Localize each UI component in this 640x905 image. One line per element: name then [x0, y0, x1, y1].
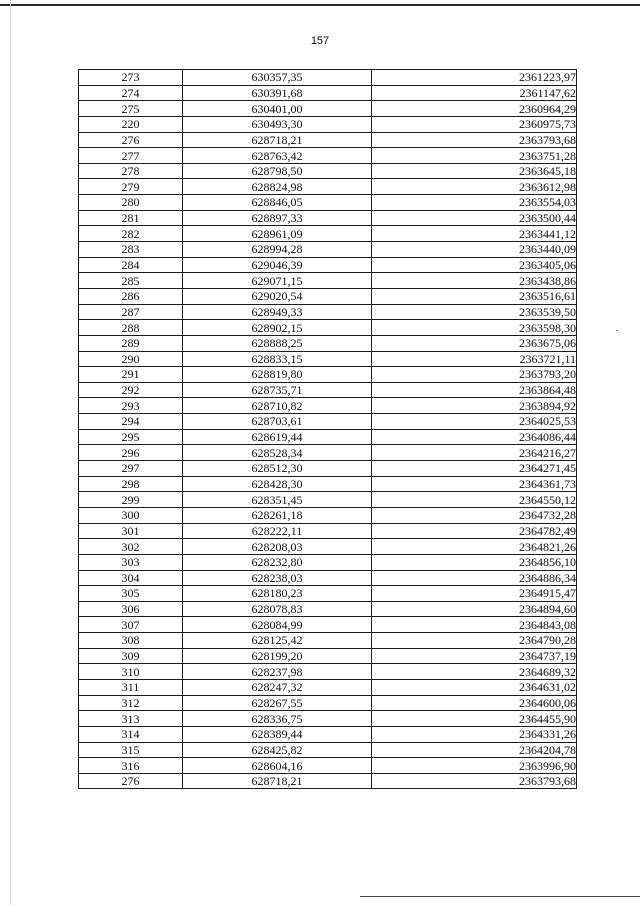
y-coordinate-cell: 2363598,30: [372, 320, 577, 336]
point-number-cell: 314: [79, 726, 183, 742]
table-row: [79, 382, 577, 398]
table-row: [79, 398, 577, 414]
x-coordinate-cell: 628180,23: [183, 586, 372, 602]
coordinates-table-body: [79, 70, 577, 789]
x-coordinate-cell: 629046,39: [183, 257, 372, 273]
x-coordinate-cell: 628824,98: [183, 179, 372, 195]
table-row: [79, 210, 577, 226]
y-coordinate-cell: 2364821,26: [372, 539, 577, 555]
point-number-cell: 283: [79, 242, 183, 258]
y-coordinate-cell: 2364790,28: [372, 633, 577, 649]
point-number-cell: 301: [79, 523, 183, 539]
y-coordinate-cell: 2364271,45: [372, 461, 577, 477]
y-coordinate-cell: 2363440,09: [372, 242, 577, 258]
x-coordinate-cell: 628619,44: [183, 429, 372, 445]
table-row: [79, 132, 577, 148]
y-coordinate-cell: 2364600,06: [372, 695, 577, 711]
y-coordinate-cell: 2364455,90: [372, 711, 577, 727]
x-coordinate-cell: 628763,42: [183, 148, 372, 164]
y-coordinate-cell: 2364331,26: [372, 726, 577, 742]
y-coordinate-cell: 2361147,62: [372, 85, 577, 101]
y-coordinate-cell: 2364915,47: [372, 586, 577, 602]
x-coordinate-cell: 628897,33: [183, 210, 372, 226]
x-coordinate-cell: 628718,21: [183, 773, 372, 789]
y-coordinate-cell: 2363894,92: [372, 398, 577, 414]
y-coordinate-cell: 2364732,28: [372, 507, 577, 523]
table-row: [79, 242, 577, 258]
point-number-cell: 304: [79, 570, 183, 586]
point-number-cell: 306: [79, 601, 183, 617]
x-coordinate-cell: 628425,82: [183, 742, 372, 758]
table-row: [79, 679, 577, 695]
y-coordinate-cell: 2364086,44: [372, 429, 577, 445]
table-row: [79, 758, 577, 774]
point-number-cell: 279: [79, 179, 183, 195]
table-row: [79, 70, 577, 86]
x-coordinate-cell: 628961,09: [183, 226, 372, 242]
point-number-cell: 305: [79, 586, 183, 602]
x-coordinate-cell: 628351,45: [183, 492, 372, 508]
point-number-cell: 299: [79, 492, 183, 508]
y-coordinate-cell: 2364361,73: [372, 476, 577, 492]
table-row: [79, 507, 577, 523]
table-row: [79, 414, 577, 430]
table-row: [79, 445, 577, 461]
x-coordinate-cell: 630357,35: [183, 70, 372, 86]
table-row: [79, 664, 577, 680]
x-coordinate-cell: 628336,75: [183, 711, 372, 727]
y-coordinate-cell: 2363438,86: [372, 273, 577, 289]
point-number-cell: 274: [79, 85, 183, 101]
scan-mark: [616, 330, 618, 331]
y-coordinate-cell: 2363516,61: [372, 288, 577, 304]
y-coordinate-cell: 2363793,68: [372, 773, 577, 789]
point-number-cell: 275: [79, 101, 183, 117]
y-coordinate-cell: 2364886,34: [372, 570, 577, 586]
x-coordinate-cell: 628949,33: [183, 304, 372, 320]
x-coordinate-cell: 628199,20: [183, 648, 372, 664]
point-number-cell: 308: [79, 633, 183, 649]
table-row: [79, 633, 577, 649]
x-coordinate-cell: 628247,32: [183, 679, 372, 695]
y-coordinate-cell: 2363793,20: [372, 367, 577, 383]
point-number-cell: 315: [79, 742, 183, 758]
point-number-cell: 280: [79, 195, 183, 211]
x-coordinate-cell: 628710,82: [183, 398, 372, 414]
y-coordinate-cell: 2363864,48: [372, 382, 577, 398]
table-row: [79, 116, 577, 132]
point-number-cell: 285: [79, 273, 183, 289]
table-row: [79, 773, 577, 789]
point-number-cell: 297: [79, 461, 183, 477]
point-number-cell: 276: [79, 773, 183, 789]
y-coordinate-cell: 2363539,50: [372, 304, 577, 320]
x-coordinate-cell: 630401,00: [183, 101, 372, 117]
point-number-cell: 312: [79, 695, 183, 711]
y-coordinate-cell: 2363751,28: [372, 148, 577, 164]
point-number-cell: 281: [79, 210, 183, 226]
x-coordinate-cell: 628798,50: [183, 163, 372, 179]
y-coordinate-cell: 2360975,73: [372, 116, 577, 132]
table-row: [79, 85, 577, 101]
point-number-cell: 294: [79, 414, 183, 430]
table-row: [79, 226, 577, 242]
point-number-cell: 273: [79, 70, 183, 86]
x-coordinate-cell: 628994,28: [183, 242, 372, 258]
x-coordinate-cell: 628604,16: [183, 758, 372, 774]
page-number: 157: [310, 35, 330, 47]
y-coordinate-cell: 2364782,49: [372, 523, 577, 539]
table-row: [79, 429, 577, 445]
x-coordinate-cell: 629071,15: [183, 273, 372, 289]
point-number-cell: 278: [79, 163, 183, 179]
point-number-cell: 220: [79, 116, 183, 132]
y-coordinate-cell: 2363612,98: [372, 179, 577, 195]
y-coordinate-cell: 2363793,68: [372, 132, 577, 148]
point-number-cell: 289: [79, 335, 183, 351]
table-row: [79, 742, 577, 758]
table-row: [79, 273, 577, 289]
point-number-cell: 295: [79, 429, 183, 445]
point-number-cell: 276: [79, 132, 183, 148]
point-number-cell: 311: [79, 679, 183, 695]
point-number-cell: 316: [79, 758, 183, 774]
table-row: [79, 195, 577, 211]
table-row: [79, 523, 577, 539]
table-row: [79, 648, 577, 664]
point-number-cell: 303: [79, 554, 183, 570]
table-row: [79, 288, 577, 304]
x-coordinate-cell: 628261,18: [183, 507, 372, 523]
y-coordinate-cell: 2363500,44: [372, 210, 577, 226]
table-row: [79, 570, 577, 586]
point-number-cell: 309: [79, 648, 183, 664]
y-coordinate-cell: 2363441,12: [372, 226, 577, 242]
point-number-cell: 277: [79, 148, 183, 164]
point-number-cell: 282: [79, 226, 183, 242]
table-row: [79, 304, 577, 320]
point-number-cell: 310: [79, 664, 183, 680]
x-coordinate-cell: 628125,42: [183, 633, 372, 649]
y-coordinate-cell: 2363996,90: [372, 758, 577, 774]
x-coordinate-cell: 628208,03: [183, 539, 372, 555]
point-number-cell: 286: [79, 288, 183, 304]
y-coordinate-cell: 2360964,29: [372, 101, 577, 117]
point-number-cell: 298: [79, 476, 183, 492]
x-coordinate-cell: 629020,54: [183, 288, 372, 304]
y-coordinate-cell: 2363721,11: [372, 351, 577, 367]
point-number-cell: 302: [79, 539, 183, 555]
table-row: [79, 492, 577, 508]
point-number-cell: 293: [79, 398, 183, 414]
point-number-cell: 284: [79, 257, 183, 273]
x-coordinate-cell: 628389,44: [183, 726, 372, 742]
table-row: [79, 148, 577, 164]
table-row: [79, 461, 577, 477]
scan-border-bottom: [360, 896, 640, 897]
table-row: [79, 726, 577, 742]
table-row: [79, 257, 577, 273]
table-row: [79, 554, 577, 570]
point-number-cell: 290: [79, 351, 183, 367]
point-number-cell: 296: [79, 445, 183, 461]
x-coordinate-cell: 628267,55: [183, 695, 372, 711]
x-coordinate-cell: 628819,80: [183, 367, 372, 383]
point-number-cell: 307: [79, 617, 183, 633]
y-coordinate-cell: 2363405,06: [372, 257, 577, 273]
y-coordinate-cell: 2361223,97: [372, 70, 577, 86]
y-coordinate-cell: 2363554,03: [372, 195, 577, 211]
table-row: [79, 476, 577, 492]
table-row: [79, 351, 577, 367]
y-coordinate-cell: 2364689,32: [372, 664, 577, 680]
point-number-cell: 287: [79, 304, 183, 320]
point-number-cell: 292: [79, 382, 183, 398]
table-row: [79, 179, 577, 195]
y-coordinate-cell: 2364894,60: [372, 601, 577, 617]
y-coordinate-cell: 2364550,12: [372, 492, 577, 508]
table-row: [79, 711, 577, 727]
x-coordinate-cell: 628833,15: [183, 351, 372, 367]
x-coordinate-cell: 628735,71: [183, 382, 372, 398]
x-coordinate-cell: 628084,99: [183, 617, 372, 633]
y-coordinate-cell: 2364025,53: [372, 414, 577, 430]
table-row: [79, 617, 577, 633]
table-row: [79, 101, 577, 117]
x-coordinate-cell: 628428,30: [183, 476, 372, 492]
y-coordinate-cell: 2364843,08: [372, 617, 577, 633]
scan-border-top: [0, 4, 640, 6]
x-coordinate-cell: 628902,15: [183, 320, 372, 336]
table-row: [79, 539, 577, 555]
y-coordinate-cell: 2364216,27: [372, 445, 577, 461]
x-coordinate-cell: 628222,11: [183, 523, 372, 539]
y-coordinate-cell: 2363675,06: [372, 335, 577, 351]
y-coordinate-cell: 2364204,78: [372, 742, 577, 758]
x-coordinate-cell: 628718,21: [183, 132, 372, 148]
table-row: [79, 320, 577, 336]
x-coordinate-cell: 628237,98: [183, 664, 372, 680]
x-coordinate-cell: 630493,30: [183, 116, 372, 132]
x-coordinate-cell: 628846,05: [183, 195, 372, 211]
point-number-cell: 300: [79, 507, 183, 523]
y-coordinate-cell: 2364737,19: [372, 648, 577, 664]
x-coordinate-cell: 628888,25: [183, 335, 372, 351]
x-coordinate-cell: 628703,61: [183, 414, 372, 430]
table-row: [79, 586, 577, 602]
table-row: [79, 367, 577, 383]
table-row: [79, 335, 577, 351]
coordinates-table: [78, 69, 577, 789]
y-coordinate-cell: 2363645,18: [372, 163, 577, 179]
y-coordinate-cell: 2364631,02: [372, 679, 577, 695]
table-row: [79, 601, 577, 617]
x-coordinate-cell: 628078,83: [183, 601, 372, 617]
scan-edge-left: [10, 0, 11, 905]
y-coordinate-cell: 2364856,10: [372, 554, 577, 570]
table-row: [79, 695, 577, 711]
x-coordinate-cell: 628512,30: [183, 461, 372, 477]
point-number-cell: 288: [79, 320, 183, 336]
table-row: [79, 163, 577, 179]
x-coordinate-cell: 628238,03: [183, 570, 372, 586]
point-number-cell: 291: [79, 367, 183, 383]
x-coordinate-cell: 630391,68: [183, 85, 372, 101]
point-number-cell: 313: [79, 711, 183, 727]
x-coordinate-cell: 628232,80: [183, 554, 372, 570]
x-coordinate-cell: 628528,34: [183, 445, 372, 461]
